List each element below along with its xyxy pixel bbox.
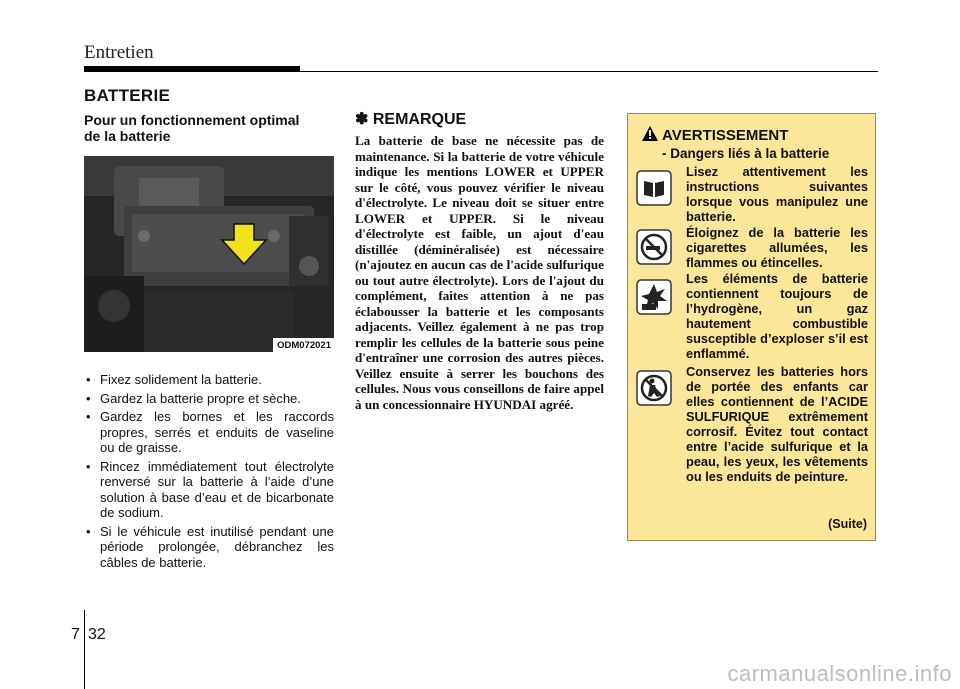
list-item: • Rincez immédiatement tout électrolyte renversé sur la batterie à l’aide d’une solution à base d’eau et de bicarbonate de sodium. (84, 459, 334, 521)
warning-text: Les éléments de batterie contiennent toujours de l’hydrogène, un gaz hautement combustible susceptible d’exploser s’il est enflammé. (686, 271, 868, 361)
list-item: • Fixez solidement la batterie. (84, 372, 334, 388)
left-column (84, 112, 334, 573)
warning-triangle-icon (642, 126, 658, 145)
explosion-icon (636, 279, 672, 315)
header-rule (300, 71, 878, 72)
list-item: • Gardez la batterie propre et sèche. (84, 391, 334, 407)
header-title: Entretien (84, 42, 154, 63)
keep-away-children-icon (636, 370, 672, 406)
book-icon (636, 170, 672, 206)
warning-text: Lisez attentivement les instructions suivantes lorsque vous manipulez une batterie. (686, 164, 868, 224)
no-smoking-icon (636, 229, 672, 265)
list-item: • Si le véhicule est inutilisé pendant une période prolongée, débranchez les câbles de batterie. (84, 524, 334, 571)
warning-text: Conservez les batteries hors de portée des enfants car elles contiennent de l’ACIDE SULFURIQUE extrêmement corrosif. Évitez tout contact entre l’acide sulfurique et la peau, les yeux, les vêtements ou les enduits de peinture. (686, 364, 868, 484)
subsection-title (84, 112, 334, 144)
warning-subtitle: - Dangers liés à la batterie (662, 146, 830, 161)
note-body: La batterie de base ne nécessite pas de maintenance. Si la batterie de votre véhicule indique les mentions LOWER et UPPER sur le côté, vous pouvez vérifier le niveau d'électrolyte. Le niveau doit se situer entre LOWER et UPPER. Si le niveau d'électrolyte est faible, un ajout d'eau distillée (déminéralisée) est nécessaire (n'ajoutez en aucun cas de l'acide sulfurique ou tout autre électrolyte). Lors de l'ajout du complément, faites attention à ne pas éclabousser la batterie et les composants adjacents. Veillez également à ne pas trop remplir les cellules de la batterie sous peine d'entraîner une corrosion des autres pièces. Veillez ensuite à serrer les bouchons des cellules. Nous vous conseillons de faire appel à un concessionnaire HYUNDAI agréé. (355, 133, 604, 412)
engine-bay-illustration (84, 156, 334, 352)
warning-title: AVERTISSEMENT (662, 127, 789, 144)
warning-heading (642, 126, 788, 145)
photo-code: ODM072021 (273, 338, 334, 352)
warning-text: Éloignez de la batterie les cigarettes allumées, les flammes ou étincelles. (686, 225, 868, 270)
list-item: • Gardez les bornes et les raccords propres, serrés et enduits de vaseline ou de graisse. (84, 409, 334, 456)
note-column (355, 109, 604, 412)
section-title: BATTERIE (84, 86, 171, 105)
subtitle-line2: de la batterie (84, 128, 171, 144)
subtitle-line1: Pour un fonctionnement optimal (84, 112, 300, 128)
continued-label: (Suite) (828, 517, 867, 531)
watermark: carmanualsonline.info (727, 661, 952, 686)
warning-box (627, 113, 876, 541)
battery-photo (84, 156, 334, 352)
care-list (84, 372, 334, 570)
header-bar (84, 66, 300, 72)
page-number: 32 (88, 626, 106, 643)
footer-rule (84, 610, 85, 689)
note-title: ✽ REMARQUE (355, 111, 467, 128)
chapter-number: 7 (71, 626, 80, 643)
